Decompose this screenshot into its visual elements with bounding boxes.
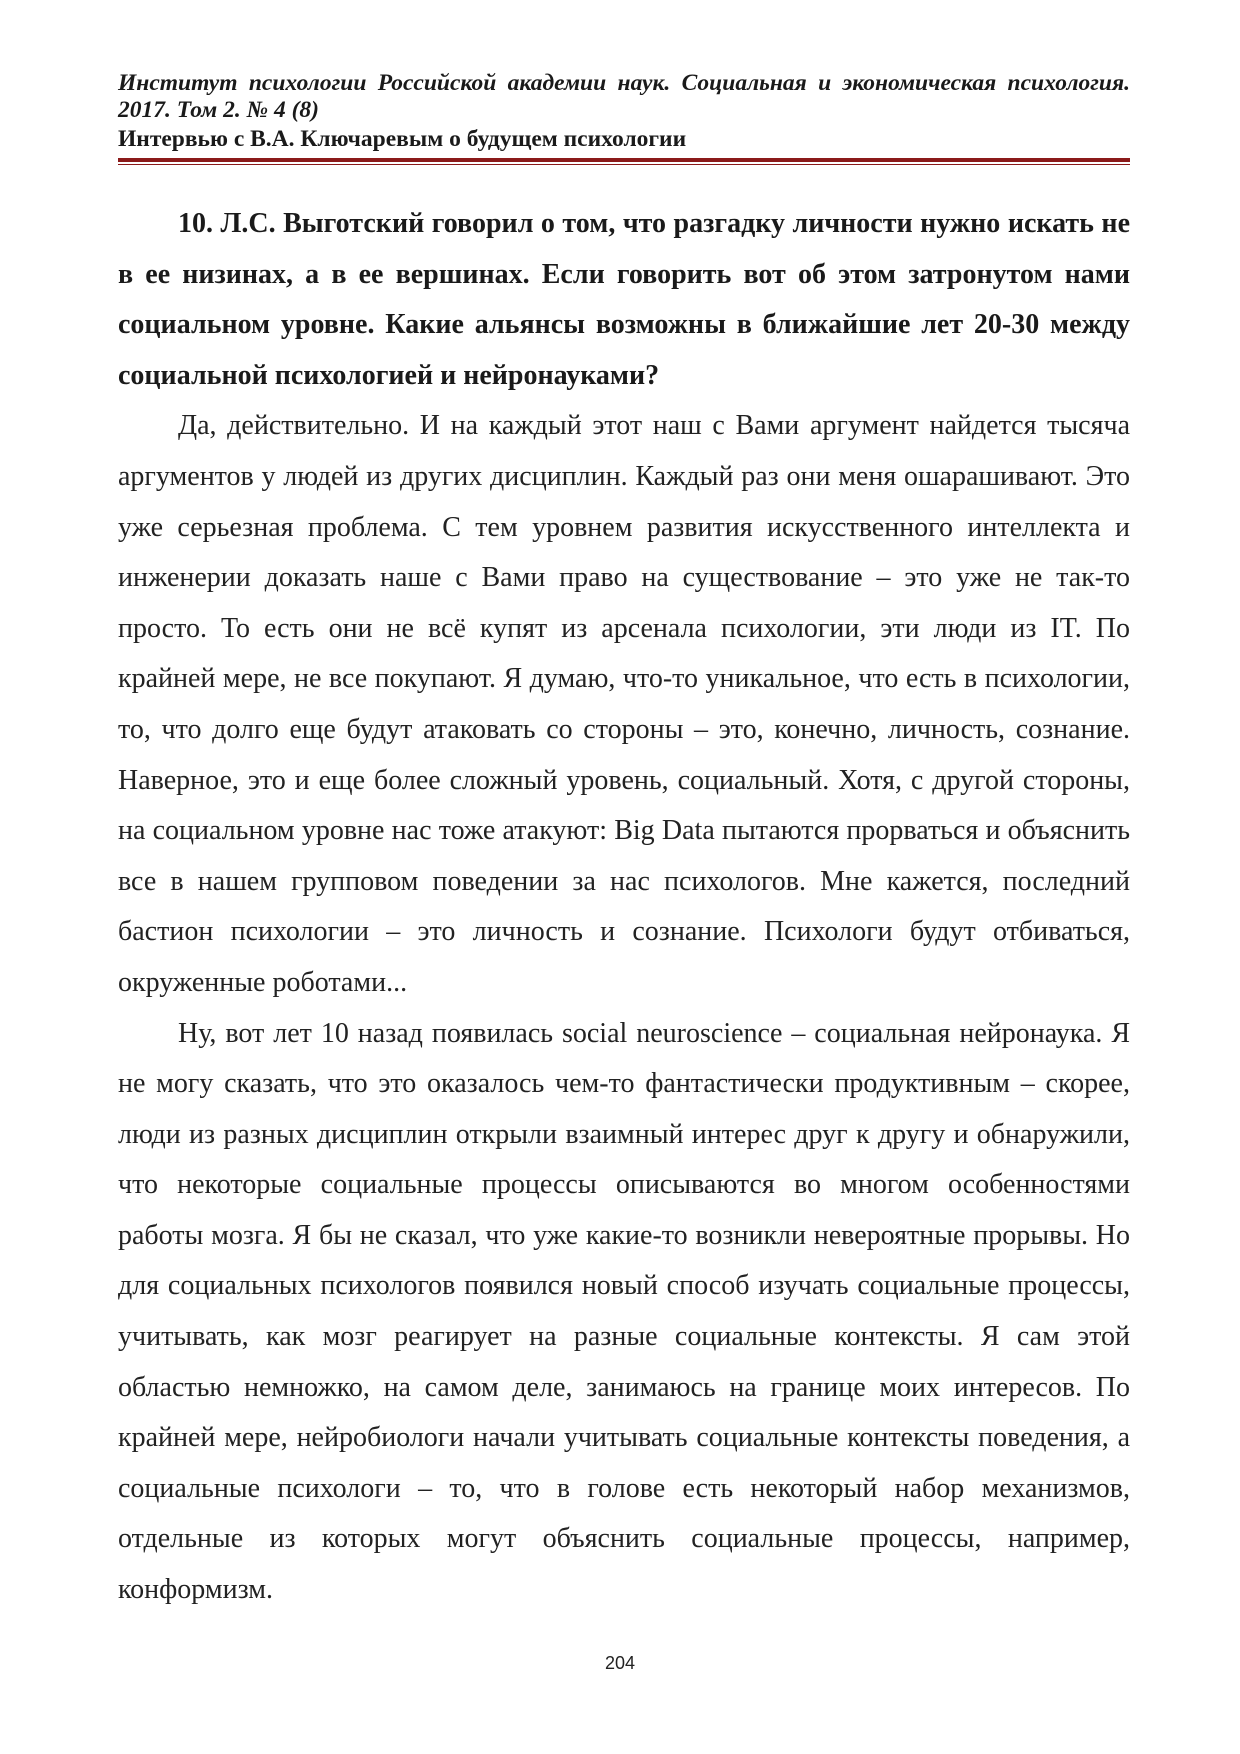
journal-citation: Институт психологии Российской академии наук. Социальная и экономическая психология. 2017. Том 2. № 4 (8) <box>118 70 1130 123</box>
article-title: Интервью с В.А. Ключаревым о будущем психологии <box>118 126 687 152</box>
answer-paragraph-1: Да, действительно. И на каждый этот наш с Вами аргумент найдется тысяча аргументов у людей из других дисциплин. Каждый раз они меня ошарашивают. Это уже серьезная проблема. С тем уровнем развития искусственного интеллекта и инженерии доказать наше с Вами право на существование – это уже не так-то просто. То есть они не всё купят из арсенала психологии, эти люди из IT. По крайней мере, не все покупают. Я думаю, что-то уникальное, что есть в психологии, то, что долго еще будут атаковать со стороны – это, конечно, личность, сознание. Наверное, это и еще более сложный уровень, социальный. Хотя, с другой стороны, на социальном уровне нас тоже атакуют: Big Data пытаются прорваться и объяснить все в нашем групповом поведении за нас психологов. Мне кажется, последний бастион психологии – это личность и сознание. Психологи будут отбиваться, окруженные роботами... <box>118 410 1130 998</box>
header-rule-thin <box>118 164 1130 165</box>
article-body <box>118 199 1130 1616</box>
interview-question: 10. Л.С. Выготский говорил о том, что разгадку личности нужно искать не в ее низинах, а в ее вершинах. Если говорить вот об этом затронутом нами социальном уровне. Какие альянсы возможны в ближайшие лет 20-30 между социальной психологией и нейронауками? <box>118 208 1130 391</box>
running-header <box>118 70 1130 153</box>
answer-paragraph-2: Ну, вот лет 10 назад появилась social neuroscience – социальная нейронаука. Я не могу сказать, что это оказалось чем-то фантастически продуктивным – скорее, люди из разных дисциплин открыли взаимный интерес друг к другу и обнаружили, что некоторые социальные процессы описываются во многом особенностями работы мозга. Я бы не сказал, что уже какие-то возникли невероятные прорывы. Но для социальных психологов появился новый способ изучать социальные процессы, учитывать, как мозг реагирует на разные социальные контексты. Я сам этой областью немножко, на самом деле, занимаюсь на границе моих интересов. По крайней мере, нейробиологи начали учитывать социальные контексты поведения, а социальные психологи – то, что в голове есть некоторый набор механизмов, отдельные из которых могут объяснить социальные процессы, например, конформизм. <box>118 1017 1130 1606</box>
page-number: 204 <box>604 1653 636 1673</box>
header-rule-thick <box>118 158 1130 162</box>
